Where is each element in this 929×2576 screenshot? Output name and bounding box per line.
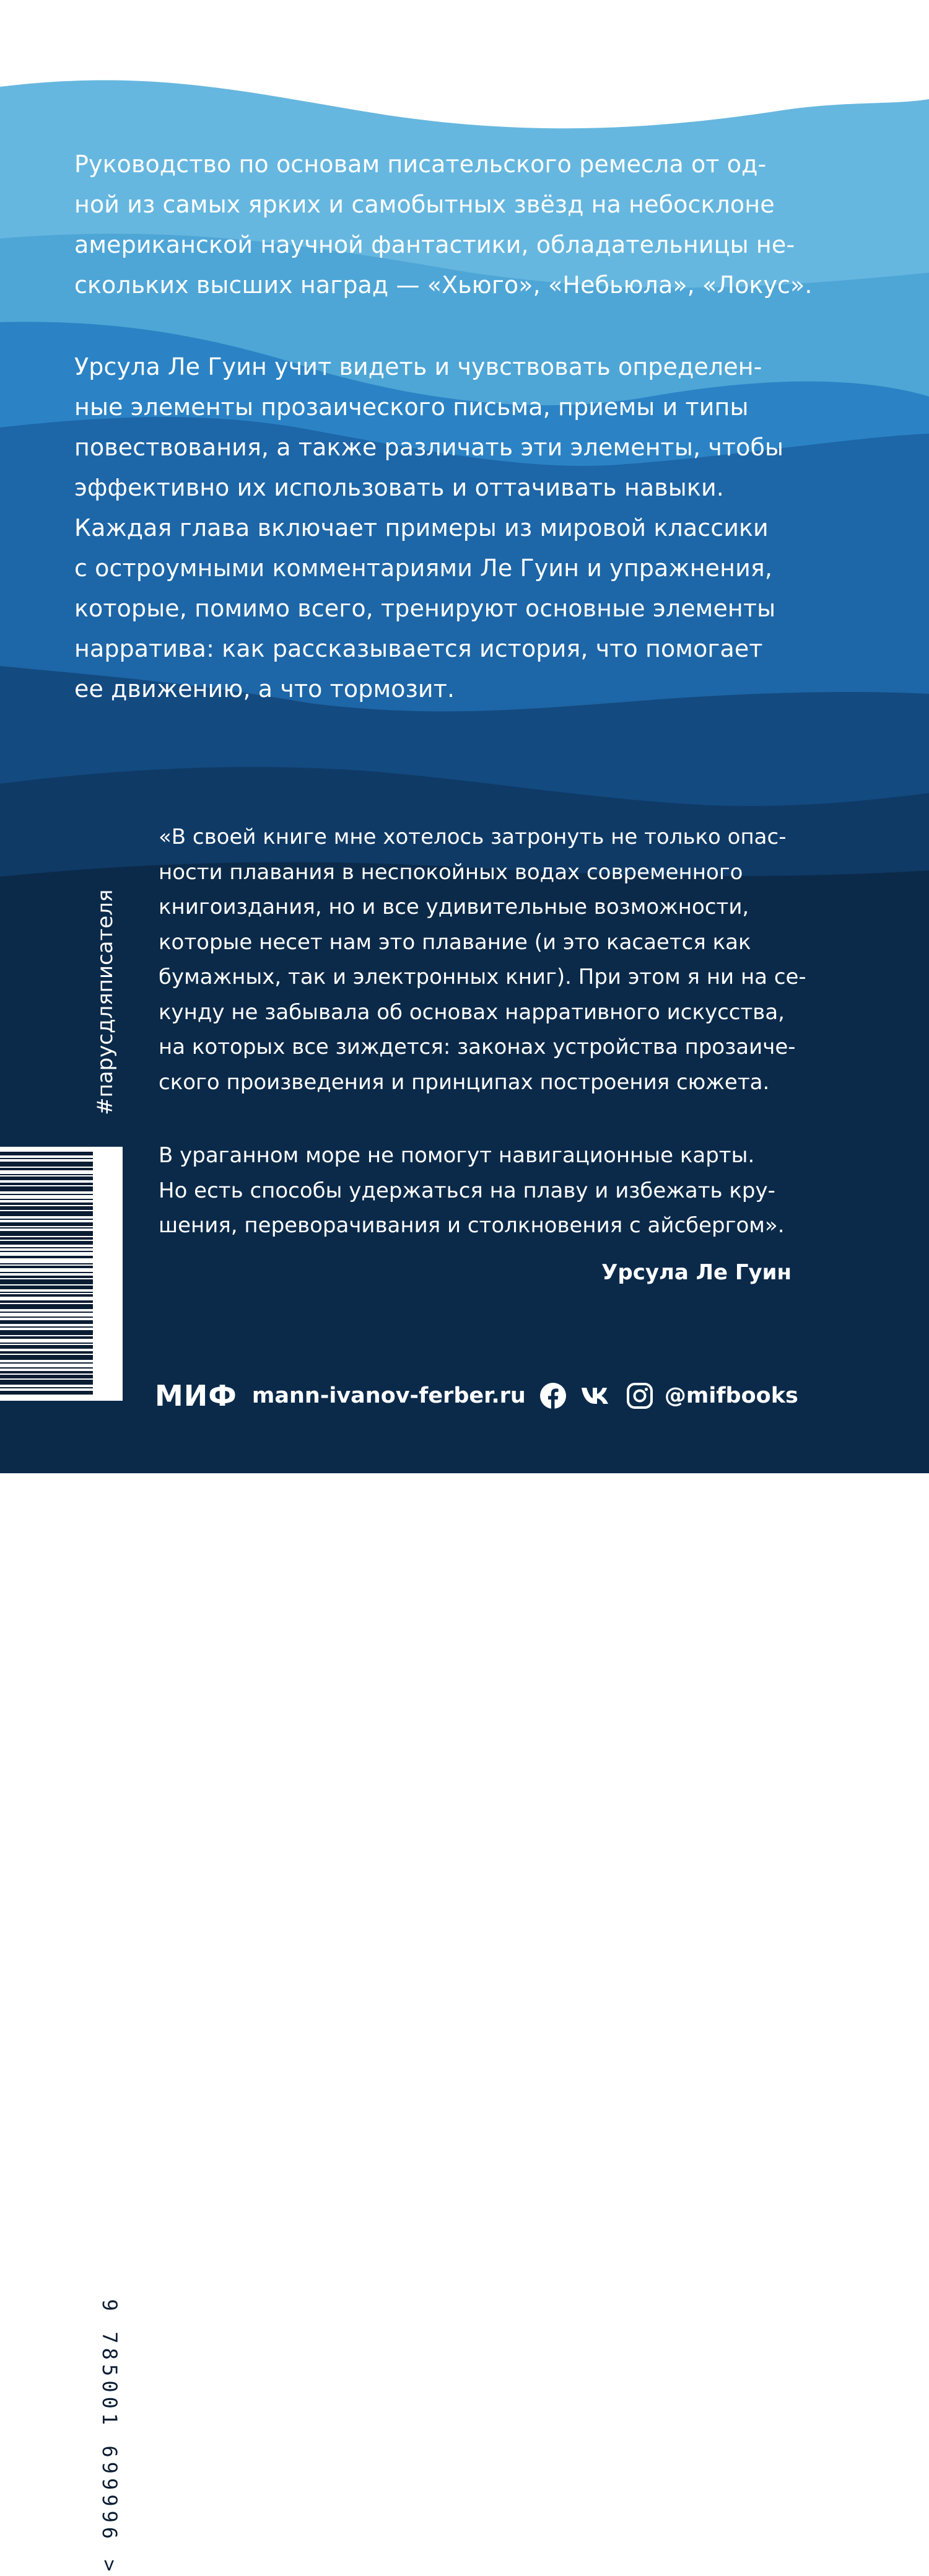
quote-paragraph-1 [159, 820, 840, 1100]
text-line: нарратива: как рассказывается история, что помогает [74, 635, 763, 662]
text-line: скольких высших наград — «Хьюго», «Небьюла», «Локус». [74, 271, 813, 299]
hashtag: #парусдляписателя [93, 889, 118, 1115]
barcode-bar [0, 1256, 93, 1258]
barcode-bar [0, 1292, 93, 1293]
barcode-bar [0, 1367, 93, 1369]
text-line: Руководство по основам писательского ремесла от од- [74, 151, 767, 178]
vk-icon[interactable] [580, 1385, 613, 1406]
barcode-bar [0, 1351, 93, 1354]
barcode-bar [0, 1206, 93, 1210]
barcode-bar [0, 1375, 93, 1378]
barcode-bar [0, 1294, 93, 1297]
barcode-bars [0, 1147, 93, 1401]
text-line: эффективно их использовать и оттачивать навыки. [74, 474, 724, 501]
barcode-bar [0, 1391, 93, 1395]
barcode-bar [0, 1186, 93, 1191]
barcode-bar [0, 1183, 93, 1185]
barcode-bar [0, 1194, 93, 1195]
barcode-bar [0, 1211, 93, 1216]
barcode-bar [0, 1168, 93, 1170]
social-handle[interactable]: @mifbooks [664, 1383, 798, 1408]
barcode-bar [0, 1330, 93, 1335]
barcode-bar [0, 1174, 93, 1175]
text-line: «В своей книге мне хотелось затронуть не только опас- [159, 825, 787, 849]
text-line: кунду не забывала об основах нарративного искусства, [159, 999, 785, 1025]
barcode-bar [0, 1158, 93, 1159]
barcode-bar [0, 1199, 93, 1200]
barcode-bar [0, 1279, 93, 1284]
isbn-number: 9 785001 699996 > [98, 2299, 121, 2576]
barcode-bar [0, 1286, 93, 1289]
text-line: ные элементы прозаического письма, приемы и типы [74, 393, 749, 421]
barcode-bar [0, 1162, 93, 1167]
barcode-bar [0, 1222, 93, 1226]
text-line: Урсула Ле Гуин учит видеть и чувствовать определен- [74, 353, 762, 380]
text-line: американской научной фантастики, обладательницы не- [74, 231, 795, 258]
barcode-bar [0, 1320, 93, 1324]
barcode-bar [0, 1316, 93, 1318]
text-line: повествования, а также различать эти элементы, чтобы [74, 434, 784, 461]
text-line: с остроумными комментариями Ле Гуин и упражнения, [74, 554, 773, 582]
barcode-bar [0, 1336, 93, 1339]
barcode-bar [0, 1272, 93, 1273]
text-line: ского произведения и принципах построения сюжета. [159, 1069, 770, 1095]
barcode-bar [0, 1362, 93, 1364]
barcode-bar [0, 1312, 93, 1313]
footer [155, 1378, 798, 1413]
barcode-bar [0, 1251, 93, 1252]
barcode-bar [0, 1247, 93, 1248]
barcode-bar [0, 1276, 93, 1278]
publisher-logo: МИФ [155, 1379, 237, 1413]
text-line: которые несет нам это плавание (и это касается как [159, 929, 751, 955]
description-paragraph-1 [74, 144, 818, 305]
barcode-bar [0, 1266, 93, 1268]
text-line: ее движению, а что тормозит. [74, 675, 455, 703]
quote-author: Урсула Ле Гуин [601, 1260, 792, 1285]
barcode-bar [0, 1380, 93, 1385]
barcode-bar [0, 1300, 93, 1303]
barcode-bar [0, 1231, 93, 1236]
description-paragraph-2 [74, 347, 818, 709]
text-line: на которых все зиждется: законах устройства прозаиче- [159, 1035, 796, 1059]
text-line: Но есть способы удержаться на плаву и избежать кру- [159, 1178, 775, 1203]
barcode-bar [0, 1152, 93, 1155]
text-line: бумажных, так и электронных книг). При этом я ни на се- [159, 965, 806, 989]
barcode-bar [0, 1326, 93, 1328]
barcode-bar [0, 1227, 93, 1229]
facebook-icon[interactable] [539, 1382, 567, 1409]
barcode-bar [0, 1387, 93, 1388]
quote-paragraph-2 [159, 1138, 840, 1243]
website-link[interactable]: mann-ivanov-ferber.ru [251, 1383, 526, 1408]
barcode-bar [0, 1345, 93, 1349]
barcode-bar [0, 1355, 93, 1360]
text-line: шения, переворачивания и столкновения с айсбергом». [159, 1213, 785, 1238]
text-line: В ураганном море не помогут навигационные карты. [159, 1143, 755, 1168]
barcode-bar [0, 1343, 93, 1344]
barcode-bar [0, 1237, 93, 1240]
text-line: ной из самых ярких и самобытных звёзд на небосклоне [74, 191, 775, 218]
barcode-bar [0, 1176, 93, 1180]
instagram-icon[interactable] [626, 1382, 653, 1409]
barcode-bar [0, 1203, 93, 1205]
barcode-bar [0, 1219, 93, 1220]
text-line: Каждая глава включает примеры из мировой классики [74, 514, 769, 541]
barcode-bar [0, 1304, 93, 1309]
barcode-bar [0, 1263, 93, 1264]
barcode [0, 1147, 123, 2576]
barcode-bar [0, 1371, 93, 1373]
text-line: ности плавания в неспокойных водах современного [159, 859, 743, 885]
text-line: которые, помимо всего, тренируют основные элементы [74, 595, 776, 622]
barcode-bar [0, 1241, 93, 1245]
text-line: книгоиздания, но и все удивительные возможности, [159, 895, 749, 919]
